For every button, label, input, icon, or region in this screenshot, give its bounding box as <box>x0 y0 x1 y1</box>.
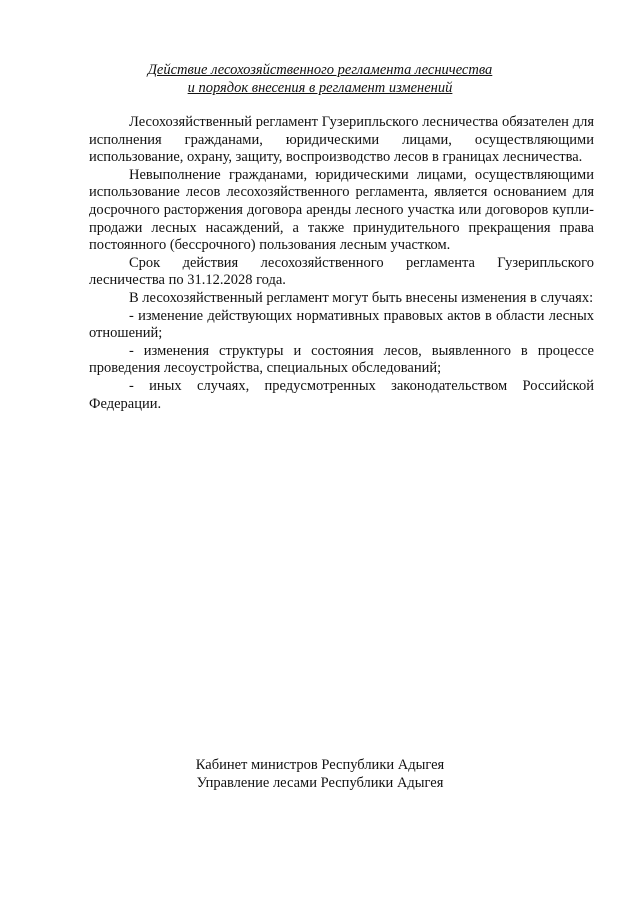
list-item-legal-acts: - изменение действующих нормативных правовых актов в области лесных отношений; <box>89 307 594 342</box>
section-heading <box>0 61 640 97</box>
paragraph-amendments-intro: В лесохозяйственный регламент могут быть внесены изменения в случаях: <box>129 289 594 306</box>
signature-forestry-department: Управление лесами Республики Адыгея <box>196 775 444 791</box>
heading-line-1: Действие лесохозяйственного регламента лесничества <box>147 62 493 78</box>
body-text <box>89 114 594 413</box>
list-item-forest-structure: - изменения структуры и состояния лесов, выявленного в процессе проведения лесоустройства, специальных обследований; <box>89 342 594 377</box>
signature-cabinet: Кабинет министров Республики Адыгея <box>195 757 445 773</box>
list-item-other-cases: - иных случаях, предусмотренных законодательством Российской Федерации. <box>89 377 594 412</box>
paragraph-noncompliance: Невыполнение гражданами, юридическими лицами, осуществляющими использование лесов лесохозяйственного регламента, является основанием для досрочного расторжения договора аренды лесного участка или договоров купли-продажи лесных насаждений, а также принудительного прекращения права постоянного (бессрочного) пользования лесным участком. <box>89 166 594 254</box>
heading-line-2: и порядок внесения в регламент изменений <box>187 80 453 96</box>
paragraph-regulation-binding: Лесохозяйственный регламент Гузерипльского лесничества обязателен для исполнения гражданами, юридическими лицами, осуществляющими использование, охрану, защиту, воспроизводство лесов в границах лесничества. <box>89 114 594 166</box>
signature-block <box>0 756 640 792</box>
paragraph-validity-term: Срок действия лесохозяйственного регламента Гузерипльского лесничества по 31.12.2028 года. <box>89 254 594 289</box>
